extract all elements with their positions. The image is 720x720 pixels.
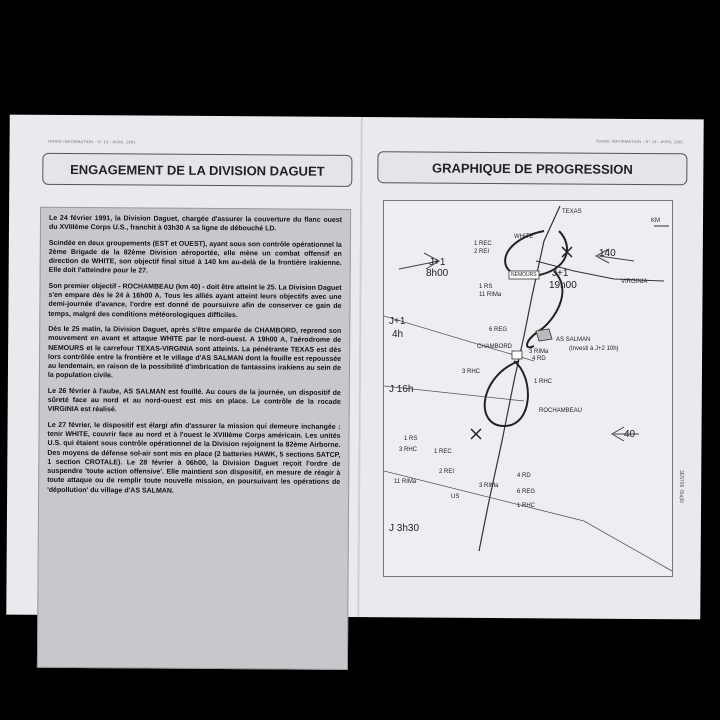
label-j1-a: J+1 bbox=[429, 257, 446, 268]
label-rochambeau: ROCHAMBEAU bbox=[539, 408, 583, 414]
label-2rei-b: 2 REI bbox=[439, 469, 455, 475]
label-as-salman: AS SALMAN bbox=[556, 337, 591, 343]
label-km: KM bbox=[651, 218, 660, 224]
left-running-header: TERRE INFORMATION - N° 19 - AVRIL 1991 bbox=[47, 138, 136, 145]
label-investi: (Investi à J+2 10h) bbox=[569, 346, 619, 352]
label-4rd: 4 RD bbox=[532, 356, 546, 362]
label-us: US bbox=[451, 494, 460, 500]
label-4rd-b: 4 RD bbox=[517, 473, 531, 479]
right-title bbox=[377, 151, 687, 185]
objective-x-rochambeau bbox=[471, 429, 481, 439]
label-j16h: J 16h bbox=[389, 384, 414, 395]
paragraph: Le 24 février 1991, la Division Daguet, chargée d'assurer la couverture du flanc ouest du XVIIIème Corps U.S., franchit à 03h30 A sa ligne de débouché LD. bbox=[48, 214, 343, 233]
side-code: 3E5706 -5Ia)9i bbox=[678, 470, 684, 503]
label-19h00: 19h00 bbox=[549, 280, 577, 291]
label-km140: 140 bbox=[599, 248, 616, 259]
map-drawing bbox=[384, 201, 672, 576]
label-3rhc: 3 RHC bbox=[462, 369, 481, 375]
label-j1-b: J+1 bbox=[552, 268, 569, 279]
right-running-header: TERRE INFORMATION - N° 19 - AVRIL 1991 bbox=[595, 138, 684, 145]
label-white: WHITE bbox=[514, 234, 534, 240]
paragraph: Dès le 25 matin, la Division Daguet, après s'être emparée de CHAMBORD, reprend son mouvement en avant et attaque WHITE par le nord-ouest. A 19h00 A, l'aérodrome de NEMOURS et le carrefour TEXAS-VIRGINIA sont atteints. La pénétrante TEXAS est dès lors contrôlée entre la frontière et le village d'AS SALMAN dont la fouille est repoussée au lendemain, en raison de la possibilité d'imbrication de fantassins irakiens au sein de la population civile. bbox=[47, 325, 342, 380]
label-11rima: 11 RIMa bbox=[479, 292, 502, 298]
label-11rima-b: 11 RIMa bbox=[394, 479, 417, 485]
paragraph: Scindée en deux groupements (EST et OUEST), ayant sous son contrôle opérationnel la 2ème Brigade de la 82ème Division aéroportée, elle mène un combat offensif en direction de WHITE, son objectif final situé à 140 km au-delà de la frontière irakienne. Elle doit l'atteindre pour le 27. bbox=[48, 239, 342, 276]
label-1rec-b: 1 REC bbox=[434, 449, 452, 455]
label-nemours: NEMOURS bbox=[511, 272, 537, 278]
chambord-box bbox=[512, 351, 522, 359]
progression-map bbox=[383, 200, 673, 577]
label-j3h30: J 3h30 bbox=[389, 523, 420, 534]
phase-line-4h bbox=[384, 316, 534, 361]
label-2rei: 2 REI bbox=[474, 249, 490, 255]
label-3rima-b: 3 RIMa bbox=[479, 483, 499, 489]
label-km40: 40 bbox=[624, 429, 636, 440]
label-3rhc-b: 3 RHC bbox=[399, 447, 418, 453]
as-salman-shape bbox=[536, 329, 552, 341]
label-6reg-b: 6 REG bbox=[517, 489, 536, 495]
label-virginia: VIRGINIA bbox=[621, 279, 648, 285]
rochambeau-loop bbox=[485, 361, 528, 426]
label-4h: 4h bbox=[392, 329, 404, 340]
label-3rima: 3 RIMa bbox=[529, 349, 549, 355]
label-8h00: 8h00 bbox=[426, 268, 449, 279]
page-fold bbox=[357, 117, 362, 617]
label-1rs-b: 1 RS bbox=[404, 436, 418, 442]
label-1rhc: 1 RHC bbox=[534, 379, 553, 385]
label-j1-c: J+1 bbox=[389, 316, 406, 327]
label-6reg: 6 REG bbox=[489, 327, 508, 333]
paragraph: Le 26 février à l'aube, AS SALMAN est fouillé. Au cours de la journée, un dispositif de sûreté face au nord et au nord-ouest est mis en place. Le contrôle de la rocade VIRGINIA est réalisé. bbox=[47, 387, 341, 414]
label-1rec: 1 REC bbox=[474, 241, 492, 247]
left-title bbox=[42, 153, 352, 187]
paragraph: Son premier objectif - ROCHAMBEAU (km 40) - doit être atteint le 25. La Division Daguet s'en empare dès le 24 à 16h00 A. Tous les alliés ayant atteint leurs objectifs avec une demi-journée d'avance, l'ordre est donné de poursuivre afin de conserver ce gain de temps, malgré des conditions météorologiques difficiles. bbox=[48, 282, 342, 319]
label-1rhc-b: 1 RHC bbox=[517, 503, 536, 509]
label-texas: TEXAS bbox=[562, 209, 582, 215]
article-body bbox=[37, 207, 351, 670]
phase-line-start bbox=[384, 471, 672, 571]
paragraph: Le 27 février, le dispositif est élargi afin d'assurer la mission qui demeure inchangée : tenir WHITE, couvrir face au nord et à l'ouest le XVIIIème Corps américain. Les unités U.S. qui étaient sous contrôle opérationnel de la Division rejoignent la 82ème Airborne. Des moyens de défense sol-air sont mis en place (2 batteries HAWK, 5 sections SATCP, 1 section CROTALE). Le 28 février à 06h00, la Division Daguet reçoit l'ordre de suspendre 'toute action offensive'. Elle maintient son dispositif, en mesure de réagir à toute attaque ou de remplir toute nouvelle mission, en poursuivant les opérations de 'dépollution' du village d'AS SALMAN. bbox=[47, 421, 341, 495]
left-title-text: ENGAGEMENT DE LA DIVISION DAGUET bbox=[70, 161, 325, 179]
label-1rs: 1 RS bbox=[479, 284, 493, 290]
label-chambord: CHAMBORD bbox=[477, 344, 513, 350]
right-title-text: GRAPHIQUE DE PROGRESSION bbox=[431, 160, 633, 177]
